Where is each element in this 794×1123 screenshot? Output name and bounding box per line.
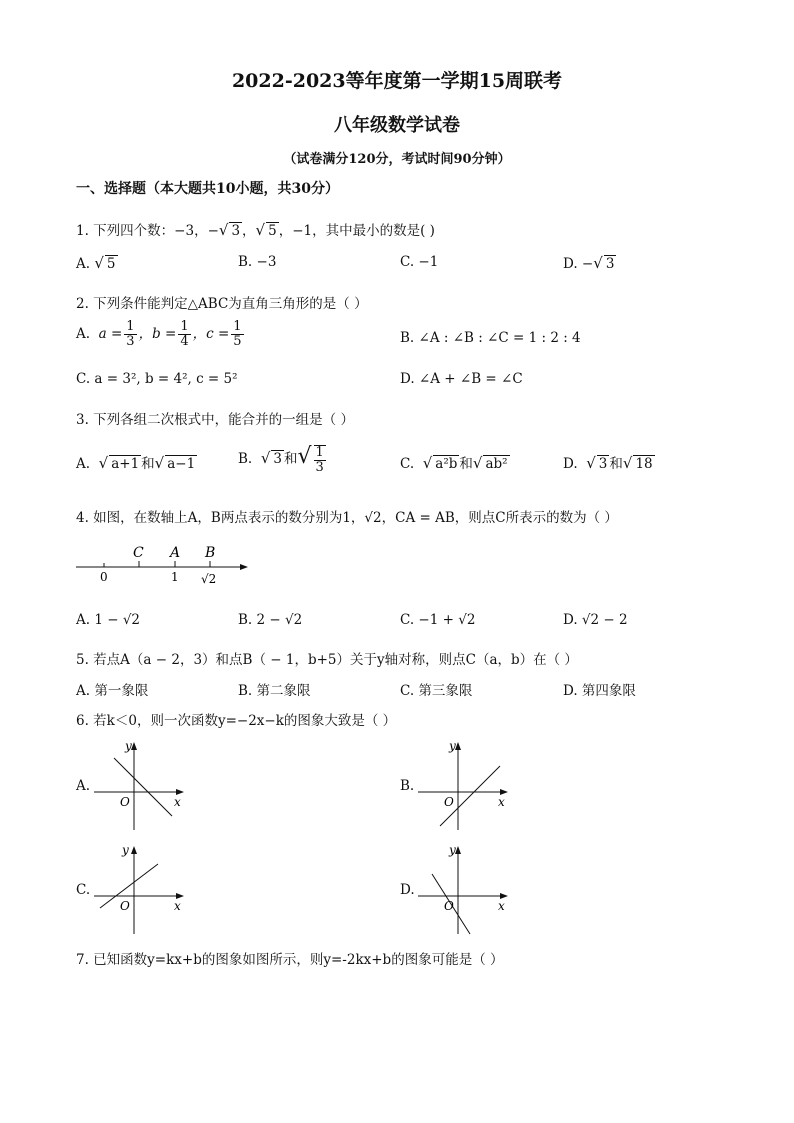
- svg-text:x: x: [498, 899, 505, 913]
- exam-subtitle: 八年级数学试卷: [334, 115, 460, 136]
- svg-text:O: O: [120, 795, 130, 809]
- q4-option-a[interactable]: A. 1 − √2: [76, 612, 141, 628]
- q3-option-a[interactable]: A. √ a+1 和√ a−1: [76, 454, 196, 472]
- q4-stem: 4. 如图，在数轴上A，B两点表示的数分别为1，√2，CA = AB，则点C所表示的数为（ ）: [76, 510, 618, 526]
- q6-graph-d: [418, 844, 510, 936]
- label-zero: 0: [100, 570, 108, 584]
- label-one: 1: [171, 570, 179, 584]
- q1-stem: 1. 下列四个数：−3，−√ 3 ，√ 5 ，−1，其中最小的数是( ): [76, 221, 435, 239]
- q6-graph-a: [94, 740, 186, 832]
- label-b: B: [205, 545, 216, 561]
- q2-option-a[interactable]: A. a = $\frac{1}{3}$ ，b = $\frac{1}{4}$ ，c = $\frac{1}{5}$: [76, 319, 242, 349]
- q6-option-d[interactable]: D.: [400, 882, 415, 898]
- q5-option-c[interactable]: C. 第三象限: [400, 683, 473, 699]
- label-root2: √2: [201, 572, 217, 586]
- q3-option-c[interactable]: C. √ a²b 和√ ab²: [400, 454, 508, 472]
- q1-option-b[interactable]: B. −3: [238, 254, 277, 270]
- exam-title: 2022-2023等年度第一学期15周联考: [231, 70, 563, 92]
- q2-option-b[interactable]: B. ∠A : ∠B : ∠C = 1 : 2 : 4: [400, 330, 581, 346]
- q3-stem: 3. 下列各组二次根式中，能合并的一组是（ ）: [76, 412, 354, 428]
- q5-stem: 5. 若点A（a − 2，3）和点B（ − 1，b+5）关于y轴对称，则点C（a，b）在（ ）: [76, 652, 578, 668]
- label-a: A: [170, 545, 181, 561]
- exam-note: （试卷满分120分，考试时间90分钟）: [283, 152, 511, 167]
- number-line-figure: [70, 540, 260, 590]
- q1-option-a[interactable]: A. √ 5: [76, 254, 116, 272]
- svg-text:x: x: [174, 795, 181, 809]
- svg-text:x: x: [174, 899, 181, 913]
- q6-option-b[interactable]: B.: [400, 778, 415, 794]
- q5-option-b[interactable]: B. 第二象限: [238, 683, 311, 699]
- svg-text:y: y: [125, 740, 132, 753]
- svg-text:x: x: [498, 795, 505, 809]
- svg-text:y: y: [449, 844, 456, 857]
- q3-option-d[interactable]: D. √ 3 和√ 18: [563, 454, 653, 472]
- q2-option-d[interactable]: D. ∠A + ∠B = ∠C: [400, 371, 523, 387]
- q1-option-c[interactable]: C. −1: [400, 254, 439, 270]
- svg-text:y: y: [449, 740, 456, 753]
- q2-option-c[interactable]: C. a = 3², b = 4², c = 5²: [76, 371, 238, 387]
- q5-option-a[interactable]: A. 第一象限: [76, 683, 149, 699]
- q7-stem: 7. 已知函数y=kx+b的图象如图所示，则y=-2kx+b的图象可能是（ ）: [76, 952, 504, 968]
- number-line-arrow: [240, 564, 248, 570]
- q6-option-a[interactable]: A.: [76, 778, 91, 794]
- svg-text:O: O: [444, 899, 454, 913]
- q5-option-d[interactable]: D. 第四象限: [563, 683, 636, 699]
- q1-option-d[interactable]: D. −√ 3: [563, 254, 615, 272]
- section-heading: 一、选择题（本大题共10小题，共30分）: [76, 181, 339, 197]
- q3-option-b[interactable]: B. √ 3 和√ $\frac{1}{3}$: [238, 444, 324, 475]
- q6-stem: 6. 若k＜0，则一次函数y=−2x−k的图象大致是（ ）: [76, 713, 397, 729]
- q4-option-c[interactable]: C. −1 + √2: [400, 612, 476, 628]
- svg-text:y: y: [122, 844, 129, 857]
- q6-graph-c: [94, 844, 186, 936]
- q6-option-c[interactable]: C.: [76, 882, 91, 898]
- label-c: C: [133, 545, 144, 561]
- q4-option-d[interactable]: D. √2 − 2: [563, 612, 628, 628]
- q4-option-b[interactable]: B. 2 − √2: [238, 612, 303, 628]
- svg-text:O: O: [120, 899, 130, 913]
- q2-stem: 2. 下列条件能判定△ABC为直角三角形的是（ ）: [76, 296, 368, 312]
- svg-text:O: O: [444, 795, 454, 809]
- q6-graph-b: [418, 740, 510, 832]
